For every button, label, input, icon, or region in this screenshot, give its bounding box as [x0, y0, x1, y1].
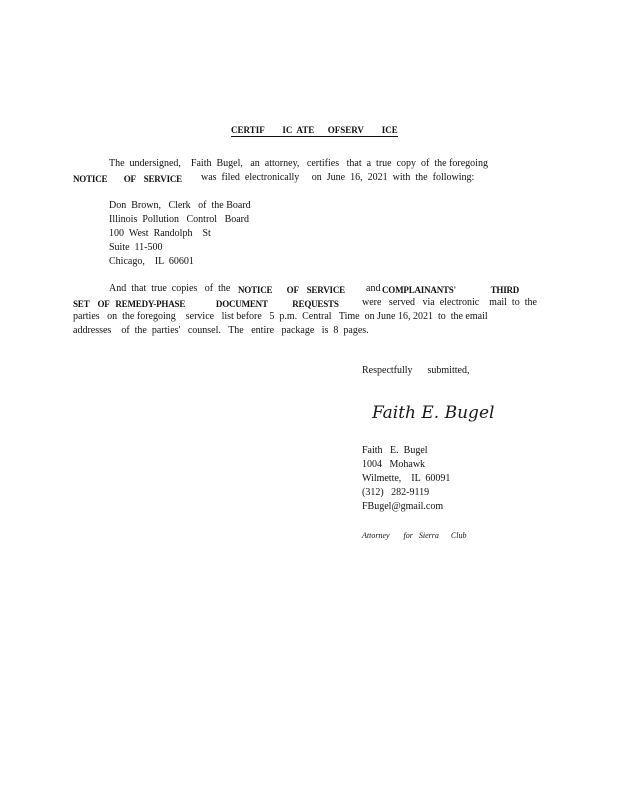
sig-city: Wilmette, IL 60091	[362, 473, 451, 484]
closing-text: Respectfully submitted,	[362, 365, 470, 376]
para1-line1: The undersigned, Faith Bugel, an attorney, certifies that a true copy of the foregoing	[109, 158, 488, 169]
sig-phone: (312) 282-9119	[362, 487, 430, 498]
para1-line2: was filed electronically on June 16, 2021 with the following:	[201, 172, 475, 183]
para2-notice-bold: NOTICE OF SERVICE	[238, 285, 345, 295]
address-line-1: Don Brown, Clerk of the Board	[109, 200, 251, 211]
address-line-4: Suite 11-500	[109, 242, 163, 253]
para2-and: and	[366, 283, 381, 294]
attorney-for: Attorney for Sierra Club	[362, 531, 467, 540]
para2-complainants-bold: COMPLAINANTS' THIRD	[382, 285, 520, 295]
signature-text: Faith E. Bugel	[372, 403, 495, 423]
para2-line2: were served via electronic mail to the	[362, 297, 537, 308]
document-title: CERTIF IC ATE OFSERV ICE	[231, 125, 398, 135]
handwritten-signature	[370, 398, 522, 428]
sig-street: 1004 Mohawk	[362, 459, 426, 470]
sig-name: Faith E. Bugel	[362, 445, 428, 456]
para1-notice-bold: NOTICE OF SERVICE	[73, 174, 182, 184]
address-line-2: Illinois Pollution Control Board	[109, 214, 250, 225]
para2-requests-bold: SET OF REMEDY-PHASE DOCUMENT REQUESTS	[73, 299, 339, 309]
address-line-5: Chicago, IL 60601	[109, 256, 194, 267]
para2-line4: addresses of the parties' counsel. The entire package is 8 pages.	[73, 325, 369, 336]
para2-line3: parties on the foregoing service list before 5 p.m. Central Time on June 16, 2021 to the email	[73, 311, 488, 322]
address-line-3: 100 West Randolph St	[109, 228, 211, 239]
sig-email: FBugel@gmail.com	[362, 501, 444, 512]
para2-line1-pre: And that true copies of the	[109, 283, 231, 294]
